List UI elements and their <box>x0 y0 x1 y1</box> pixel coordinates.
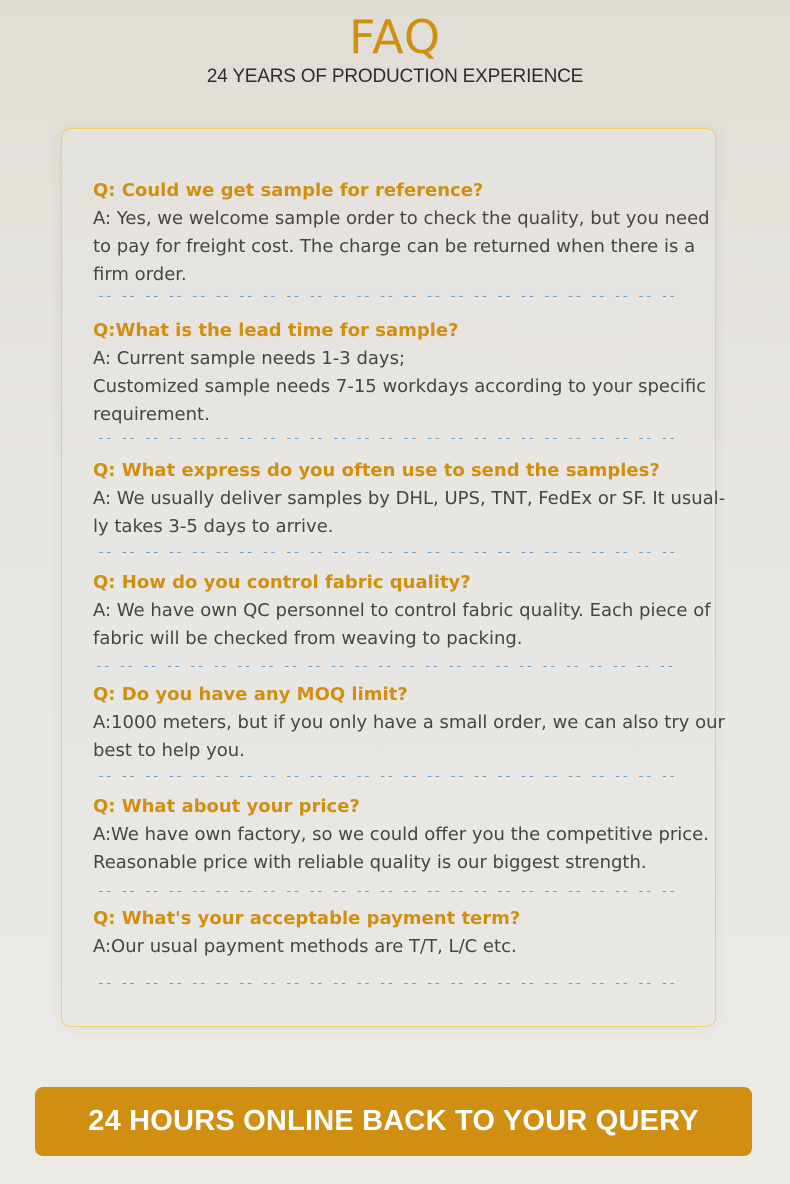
faq-divider: -- -- -- -- -- -- -- -- -- -- -- -- -- -- -- -- -- -- -- -- -- -- -- -- -- <box>97 977 677 991</box>
faq-answer-line: fabric will be checked from weaving to packing. <box>93 628 523 649</box>
faq-answer-line: A: Yes, we welcome sample order to check the quality, but you need <box>93 208 710 229</box>
faq-item <box>93 905 693 961</box>
faq-question: Q: What about your price? <box>93 796 360 817</box>
faq-question: Q: What express do you often use to send the samples? <box>93 460 660 481</box>
faq-answer-line: best to help you. <box>93 740 245 761</box>
faq-item <box>93 793 709 877</box>
faq-answer <box>93 709 725 765</box>
faq-question: Q: What's your acceptable payment term? <box>93 908 521 929</box>
faq-item <box>93 457 726 541</box>
faq-divider: -- -- -- -- -- -- -- -- -- -- -- -- -- -- -- -- -- -- -- -- -- -- -- -- -- <box>97 432 677 446</box>
faq-answer-line: Reasonable price with reliable quality is our biggest strength. <box>93 852 647 873</box>
faq-answer-line: firm order. <box>93 264 187 285</box>
faq-question: Q:What is the lead time for sample? <box>93 320 459 341</box>
faq-answer <box>93 205 710 289</box>
faq-answer <box>93 821 709 877</box>
faq-answer-line: A:Our usual payment methods are T/T, L/C etc. <box>93 936 517 957</box>
faq-divider: -- -- -- -- -- -- -- -- -- -- -- -- -- -- -- -- -- -- -- -- -- -- -- -- -- <box>97 290 677 304</box>
faq-question: Q: Do you have any MOQ limit? <box>93 684 408 705</box>
faq-answer <box>93 597 711 653</box>
faq-divider: -- -- -- -- -- -- -- -- -- -- -- -- -- -- -- -- -- -- -- -- -- -- -- -- -- <box>95 660 675 674</box>
faq-item <box>93 681 725 765</box>
faq-answer-line: requirement. <box>93 404 210 425</box>
faq-answer-line: A: We usually deliver samples by DHL, UPS, TNT, FedEx or SF. It usual- <box>93 488 726 509</box>
faq-answer-line: A:1000 meters, but if you only have a small order, we can also try our <box>93 712 725 733</box>
page-subtitle: 24 YEARS OF PRODUCTION EXPERIENCE <box>206 66 584 87</box>
faq-answer-line: A:We have own factory, so we could offer you the competitive price. <box>93 824 709 845</box>
faq-answer <box>93 485 726 541</box>
faq-answer-line: A: We have own QC personnel to control fabric quality. Each piece of <box>93 600 711 621</box>
faq-divider: -- -- -- -- -- -- -- -- -- -- -- -- -- -- -- -- -- -- -- -- -- -- -- -- -- <box>97 770 677 784</box>
contact-banner-button[interactable]: 24 HOURS ONLINE BACK TO YOUR QUERY <box>35 1087 752 1156</box>
faq-divider: -- -- -- -- -- -- -- -- -- -- -- -- -- -- -- -- -- -- -- -- -- -- -- -- -- <box>97 885 677 899</box>
faq-answer-line: A: Current sample needs 1-3 days; <box>93 348 406 369</box>
faq-item <box>93 317 707 429</box>
faq-question: Q: How do you control fabric quality? <box>93 572 471 593</box>
page-title: FAQ <box>348 10 442 64</box>
faq-item <box>93 177 710 289</box>
faq-answer <box>93 345 707 429</box>
faq-answer-line: to pay for freight cost. The charge can be returned when there is a <box>93 236 696 257</box>
faq-answer-line: ly takes 3-5 days to arrive. <box>93 516 334 537</box>
faq-question: Q: Could we get sample for reference? <box>93 180 484 201</box>
faq-divider: -- -- -- -- -- -- -- -- -- -- -- -- -- -- -- -- -- -- -- -- -- -- -- -- -- <box>97 546 677 560</box>
faq-answer <box>93 933 693 961</box>
faq-item <box>93 569 711 653</box>
faq-answer-line: Customized sample needs 7-15 workdays according to your specific <box>93 376 707 397</box>
